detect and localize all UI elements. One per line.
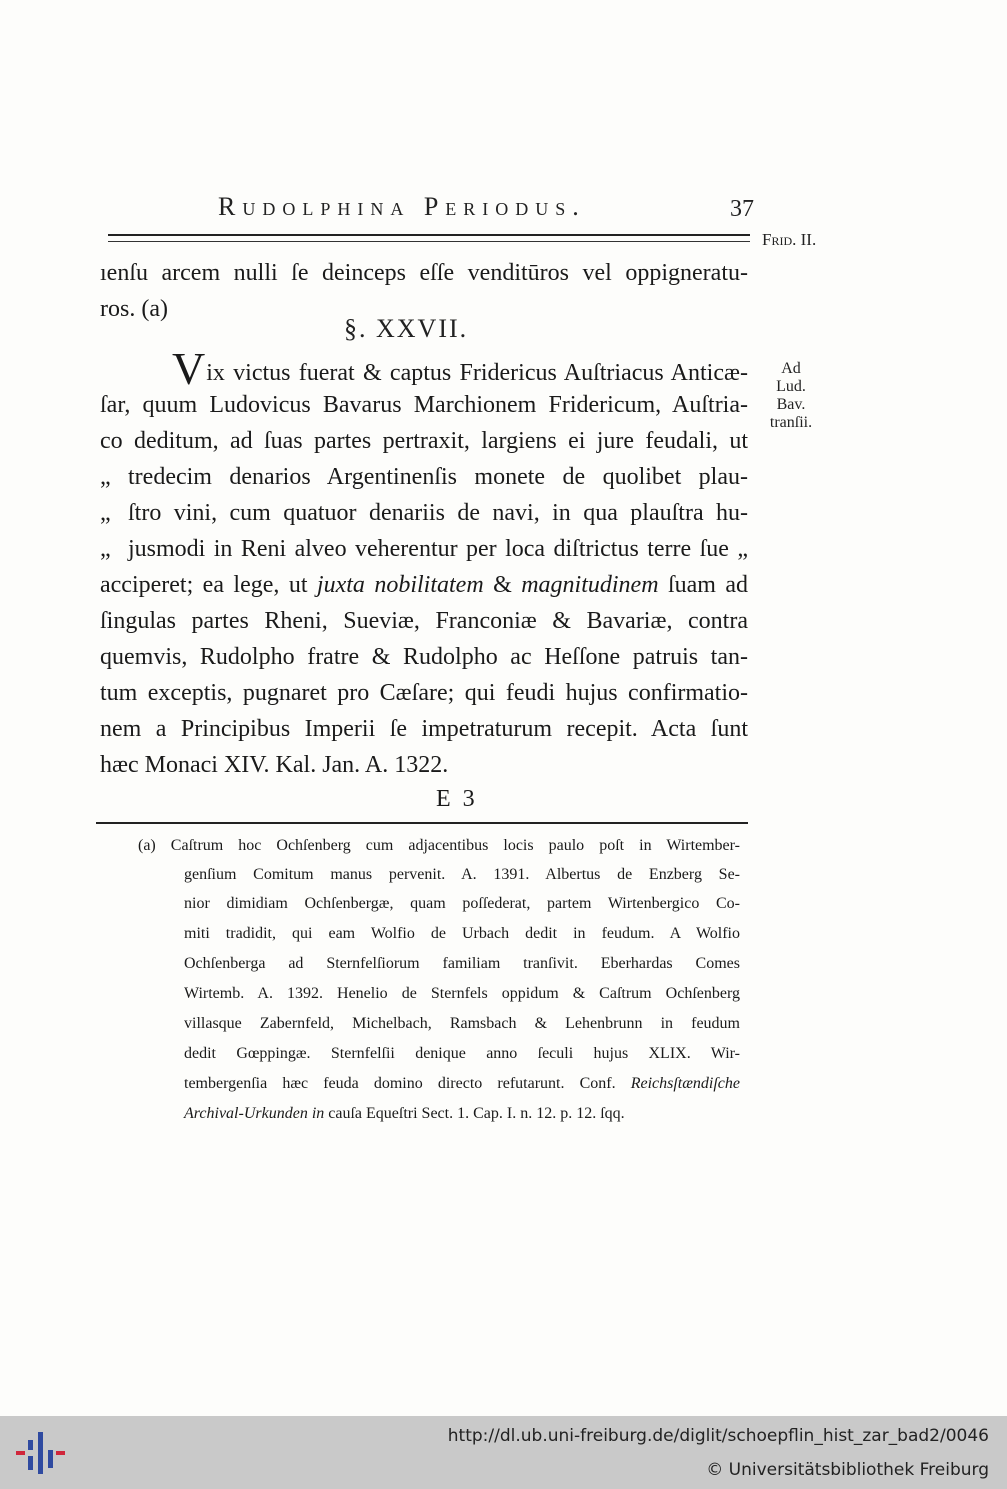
footnote-line-2: genſium Comitum manus pervenit. A. 1391. Albertus de Enzberg Se- <box>184 866 740 883</box>
body-line-12: tum exceptis, pugnaret pro Cæſare; qui feudi hujus confirmatio- <box>100 680 748 706</box>
body-line-8-text: jusmodi in Reni alveo veherentur per loca diſtrictus terre ſue „ <box>128 536 748 562</box>
ub-freiburg-logo-icon[interactable] <box>14 1430 66 1476</box>
drop-cap: V <box>172 343 206 394</box>
margin-note-ad-line3: tranſii. <box>769 414 813 431</box>
body-line-9-part-a: acciperet; ea lege, ut <box>100 572 317 598</box>
header-rule <box>108 234 750 242</box>
body-line-9-italic-2: magnitudinem <box>521 572 659 598</box>
body-line-7-text: ſtro vini, cum quatuor denariis de navi, in qua plauſtra hu- <box>128 500 748 526</box>
section-title: §. XXVII. <box>344 314 469 343</box>
body-line-3-text: ix victus fuerat & captus Fridericus Auſtriacus Anticæ- <box>206 360 748 386</box>
quote-mark: „ <box>100 536 111 562</box>
body-line-6 <box>100 460 748 494</box>
body-line-8 <box>100 532 748 566</box>
body-line-3 <box>172 343 748 394</box>
quote-mark: „ <box>100 464 111 490</box>
footnote-line-3: nior dimidiam Ochſenbergæ, quam poſſederat, partem Wirtenbergico Co- <box>184 895 740 912</box>
footnote-line-10-italic: Archival-Urkunden in <box>184 1105 325 1122</box>
footnote-rule <box>96 822 748 824</box>
footnote-line-10 <box>184 1100 740 1128</box>
body-line-7 <box>100 496 748 530</box>
signature-mark: E 3 <box>436 786 478 812</box>
footnote-line-9-italic: Reichsſtændiſche <box>630 1075 740 1092</box>
library-footer-bar <box>0 1416 1007 1489</box>
body-line-1: ıenſu arcem nulli ſe deinceps eſſe venditūros vel oppigneratu- <box>100 260 748 286</box>
body-line-10: ſingulas partes Rheni, Sueviæ, Franconiæ & Bavariæ, contra <box>100 608 748 634</box>
body-line-9-italic: juxta nobilitatem <box>316 572 484 598</box>
body-line-13: nem a Principibus Imperii ſe impetraturum recepit. Acta ſunt <box>100 716 748 742</box>
body-line-11: quemvis, Rudolpho fratre & Rudolpho ac Heſſone patruis tan- <box>100 644 748 670</box>
footnote-line-1: (a) Caſtrum hoc Ochſenberg cum adjacentibus locis paulo poſt in Wirtember- <box>138 837 740 854</box>
body-line-9 <box>100 568 748 602</box>
body-line-4: ſar, quum Ludovicus Bavarus Marchionem Fridericum, Auſtria- <box>100 392 748 418</box>
permalink-url[interactable]: http://dl.ub.uni-freiburg.de/diglit/schoepflin_hist_zar_bad2/0046 <box>447 1426 989 1446</box>
margin-note-ad <box>760 360 822 432</box>
body-line-9-part-c: ſuam ad <box>658 572 749 598</box>
quote-mark: „ <box>100 500 111 526</box>
body-line-9-part-b: & <box>483 572 522 598</box>
page-number: 37 <box>730 196 754 222</box>
margin-note-frid: Frid. II. <box>762 230 817 249</box>
body-line-6-text: tredecim denarios Argentinenſis monete de quolibet plau- <box>128 464 748 490</box>
footnote-line-5: Ochſenberga ad Sternfelſiorum familiam tranſivit. Eberhardas Comes <box>184 955 740 972</box>
body-line-14: hæc Monaci XIV. Kal. Jan. A. 1322. <box>100 752 449 778</box>
footnote-line-6: Wirtemb. A. 1392. Henelio de Sternfels oppidum & Caſtrum Ochſenberg <box>184 985 740 1002</box>
footnote-line-10-text: cauſa Equeſtri Sect. 1. Cap. I. n. 12. p. 12. ſqq. <box>324 1105 625 1122</box>
margin-note-ad-line2: Lud. Bav. <box>776 378 806 413</box>
footnote-line-9 <box>184 1070 740 1098</box>
footnote-line-9-text: tembergenſia hæc feuda domino directo refutarunt. Conf. <box>184 1075 631 1092</box>
margin-note-ad-line1: Ad <box>781 360 801 377</box>
footnote-line-7: villasque Zabernfeld, Michelbach, Ramsbach & Lehenbrunn in feudum <box>184 1015 740 1032</box>
footnote-line-8: dedit Gœppingæ. Sternfelſii denique anno ſeculi hujus XLIX. Wir- <box>184 1045 740 1062</box>
body-line-2: ros. (a) <box>100 296 168 322</box>
copyright-notice: © Universitätsbibliothek Freiburg <box>706 1460 989 1480</box>
running-header-title: Rudolphina Periodus. <box>218 192 586 221</box>
footnote-line-4: miti tradidit, qui eam Wolfio de Urbach dedit in feudum. A Wolfio <box>184 925 740 942</box>
body-line-5: co deditum, ad ſuas partes pertraxit, largiens ei jure feudali, ut <box>100 428 748 454</box>
